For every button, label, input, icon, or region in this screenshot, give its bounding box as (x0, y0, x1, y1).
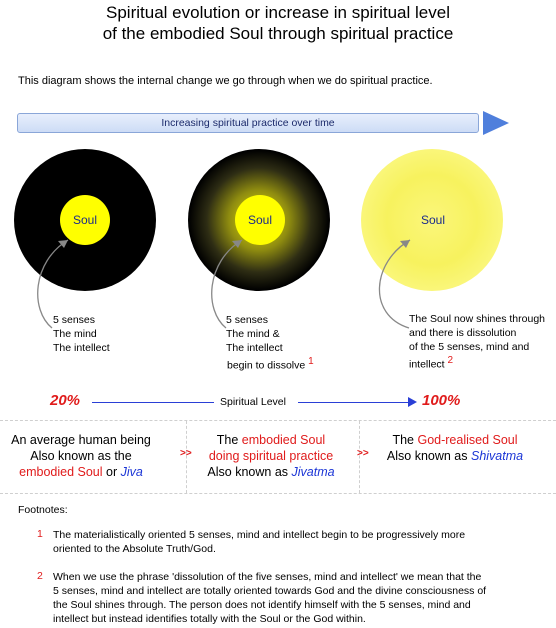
footnote-ref-2: 2 (447, 355, 454, 366)
spiritual-level-end: 100% (422, 392, 461, 409)
faculties-list-stage-1 (53, 313, 110, 355)
faculty-line: The mind & (226, 328, 280, 340)
soul-label-stage-1: Soul (60, 195, 110, 245)
diagram-title-line-2: of the embodied Soul through spiritual practice (102, 24, 454, 43)
soul-label-stage-2: Soul (235, 195, 285, 245)
spiritual-level-line-left (92, 402, 214, 403)
footnote-text-2: When we use the phrase 'dissolution of the five senses, mind and intellect' we mean that the 5 senses, mind and intellect are totally oriented towards God and the divine consciousness of the Soul shines through. The person does not identify himself with the 5 senses, mind and intellect but instead identifies totally with the Soul or the God within. (53, 571, 487, 625)
faculty-line: and there is dissolution (409, 327, 517, 339)
stage-description-2: The embodied Soul doing spiritual practice Also known as Jivatma (207, 433, 335, 479)
footnote-text-1: The materialistically oriented 5 senses, mind and intellect begin to be progressively more oriented to the Absolute Truth/God. (53, 529, 466, 555)
faculty-line: The Soul now shines through (409, 313, 546, 325)
faculty-line: of the 5 senses, mind and (409, 341, 530, 353)
footnotes-title: Footnotes: (18, 504, 68, 516)
stage-description-3: The God-realised Soul Also known as Shivatma (386, 433, 524, 463)
spiritual-level-label: Spiritual Level (220, 396, 286, 408)
footnote-number-1: 1 (37, 528, 43, 540)
faculty-line: The mind (53, 328, 97, 340)
faculties-list-stage-3 (409, 312, 545, 372)
spiritual-level-line-right (298, 402, 410, 403)
soul-label-stage-3: Soul (420, 213, 446, 227)
faculty-line: 5 senses (226, 314, 269, 326)
divider-top (0, 420, 556, 421)
footnote-ref-1: 1 (308, 356, 314, 367)
spiritual-level-arrowhead (408, 397, 417, 407)
footnote-number-2: 2 (37, 570, 43, 582)
faculty-line: The intellect (226, 342, 283, 354)
spiritual-level-start: 20% (50, 392, 81, 409)
diagram-title-line-1: Spiritual evolution or increase in spiritual level (106, 3, 450, 22)
faculty-line: 5 senses (53, 314, 96, 326)
chevron-right-icon: >> (180, 448, 192, 459)
progress-bar-label: Increasing spiritual practice over time (161, 117, 335, 129)
faculty-line: begin to dissolve $^1$ (227, 356, 314, 372)
faculties-list-stage-2 (226, 313, 314, 373)
faculty-line: The intellect (53, 342, 110, 354)
progress-bar (17, 113, 479, 133)
stage-description-1: An average human being Also known as the embodied Soul or Jiva (11, 433, 151, 479)
right-arrow-icon (483, 111, 509, 135)
chevron-right-icon: >> (357, 448, 369, 459)
divider-bottom (0, 493, 556, 494)
faculty-line: intellect $^2$ (409, 355, 454, 371)
intro-text: This diagram shows the internal change we go through when we do spiritual practice. (18, 75, 433, 87)
